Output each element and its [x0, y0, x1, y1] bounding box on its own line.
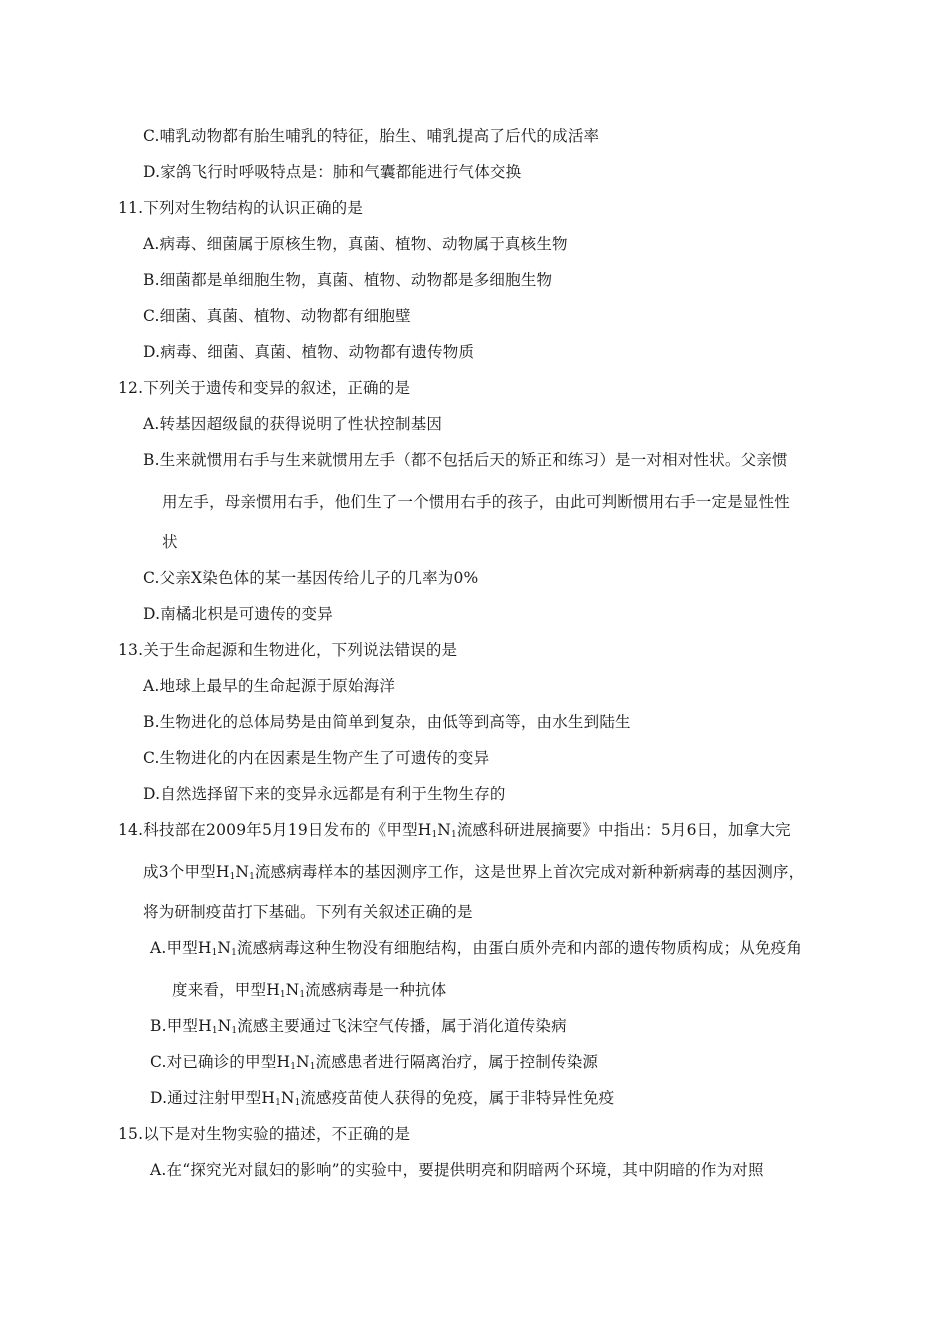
q12-option-c: C.父亲X染色体的某一基因传给儿子的几率为0%: [143, 569, 479, 587]
q15-stem: 15.以下是对生物实验的描述，不正确的是: [118, 1125, 411, 1143]
q11-option-c: C.细菌、真菌、植物、动物都有细胞壁: [143, 307, 411, 325]
q14-option-b: B.甲型$H_1N_1$流感主要通过飞沫空气传播，属于消化道传染病: [150, 1017, 567, 1036]
q13-option-b: B.生物进化的总体局势是由简单到复杂，由低等到高等，由水生到陆生: [143, 713, 631, 731]
q10-option-d: D.家鸽飞行时呼吸特点是：肺和气囊都能进行气体交换: [143, 163, 522, 181]
q14-stem-line1: 14.科技部在2009年5月19日发布的《甲型$H_1N_1$流感科研进展摘要》中指出：5月6日，加拿大完: [118, 821, 791, 840]
q15-option-a: A.在“探究光对鼠妇的影响”的实验中，要提供明亮和阴暗两个环境，其中阴暗的作为对照: [150, 1161, 764, 1179]
q11-option-d: D.病毒、细菌、真菌、植物、动物都有遗传物质: [143, 343, 475, 361]
q14-stem-line3: 将为研制疫苗打下基础。下列有关叙述正确的是: [143, 903, 473, 921]
q13-stem: 13.关于生命起源和生物进化，下列说法错误的是: [118, 641, 458, 659]
q12-option-a: A.转基因超级鼠的获得说明了性状控制基因: [143, 415, 443, 433]
q12-option-b-line2: 用左手，母亲惯用右手，他们生了一个惯用右手的孩子，由此可判断惯用右手一定是显性性: [162, 493, 791, 511]
q11-stem: 11.下列对生物结构的认识正确的是: [118, 199, 364, 217]
q14-option-a-line2: 度来看，甲型$H_1N_1$流感病毒是一种抗体: [172, 981, 447, 1000]
q11-option-a: A.病毒、细菌属于原核生物，真菌、植物、动物属于真核生物: [143, 235, 568, 253]
q10-option-c: C.哺乳动物都有胎生哺乳的特征，胎生、哺乳提高了后代的成活率: [143, 127, 600, 145]
q11-option-b: B.细菌都是单细胞生物，真菌、植物、动物都是多细胞生物: [143, 271, 553, 289]
q14-option-a-line1: A.甲型$H_1N_1$流感病毒这种生物没有细胞结构，由蛋白质外壳和内部的遗传物质构成；从免疫角: [150, 939, 803, 958]
q14-option-c: C.对已确诊的甲型$H_1N_1$流感患者进行隔离治疗，属于控制传染源: [150, 1053, 599, 1072]
q12-stem: 12.下列关于遗传和变异的叙述，正确的是: [118, 379, 411, 397]
q12-option-b-line1: B.生来就惯用右手与生来就惯用左手（都不包括后天的矫正和练习）是一对相对性状。父亲惯: [143, 451, 788, 469]
q12-option-d: D.南橘北枳是可遗传的变异: [143, 605, 333, 623]
q13-option-d: D.自然选择留下来的变异永远都是有利于生物生存的: [143, 785, 506, 803]
q13-option-c: C.生物进化的内在因素是生物产生了可遗传的变异: [143, 749, 490, 767]
q14-stem-line2: 成3个甲型$H_1N_1$流感病毒样本的基因测序工作，这是世界上首次完成对新种新病毒的基因测序，: [143, 863, 805, 882]
q12-option-b-line3: 状: [162, 533, 178, 551]
q14-option-d: D.通过注射甲型$H_1N_1$流感疫苗使人获得的免疫，属于非特异性免疫: [150, 1089, 615, 1108]
q13-option-a: A.地球上最早的生命起源于原始海洋: [143, 677, 396, 695]
